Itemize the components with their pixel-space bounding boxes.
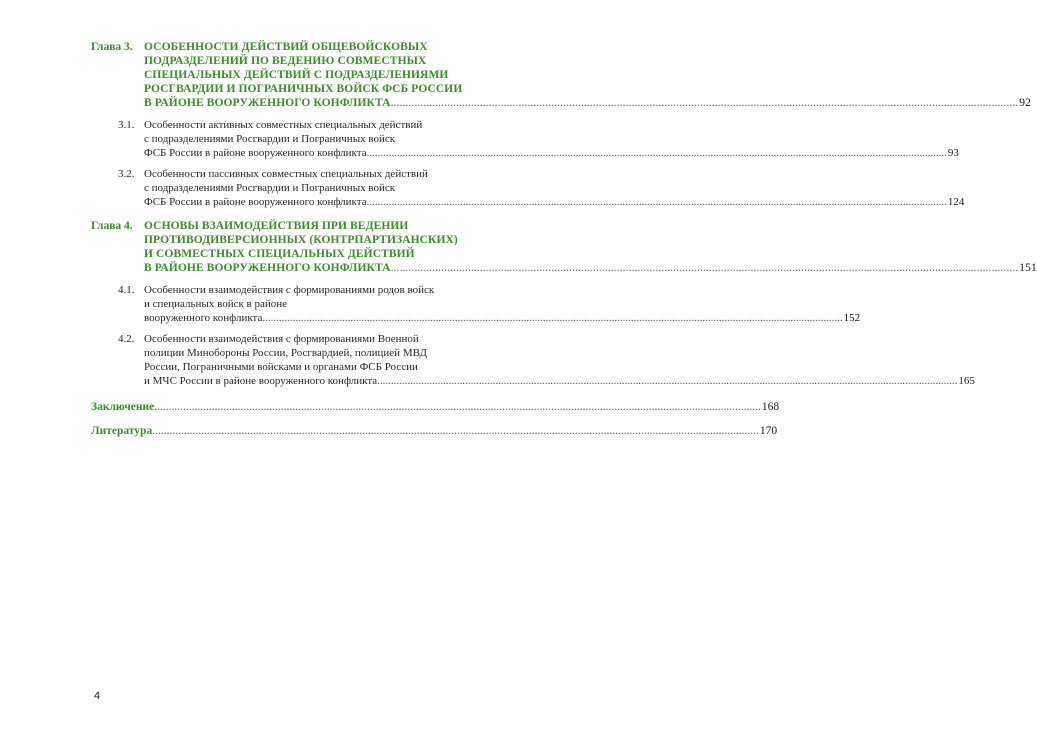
dot-leader — [391, 261, 1019, 275]
page-ref: 165 — [958, 375, 975, 387]
section-number: 3.2. — [118, 168, 135, 180]
chapter-title-line: ПРОТИВОДИВЕРСИОННЫХ (КОНТРПАРТИЗАНСКИХ) — [144, 234, 458, 246]
chapter-label: Глава 3. — [91, 41, 133, 53]
section-title — [144, 118, 959, 160]
chapter-title — [144, 40, 1031, 110]
dot-leader — [367, 195, 947, 209]
section-title-last-line — [144, 311, 860, 325]
dot-leader — [152, 424, 759, 438]
page-ref: 170 — [759, 425, 778, 437]
chapter-label: Глава 4. — [91, 220, 133, 232]
toc-chapter-3 — [91, 40, 1031, 110]
section-number: 3.1. — [118, 119, 135, 131]
dot-leader — [262, 311, 842, 325]
literature-title: Литература — [91, 425, 153, 437]
chapter-title-line: В РАЙОНЕ ВООРУЖЕННОГО КОНФЛИКТА — [144, 97, 391, 109]
section-title-line: Особенности взаимодействия с формированиями Военной — [144, 333, 419, 345]
chapter-title — [144, 219, 1037, 275]
chapter-title-line: ПОДРАЗДЕЛЕНИЙ ПО ВЕДЕНИЮ СОВМЕСТНЫХ — [144, 55, 427, 67]
page-ref: 92 — [1019, 97, 1031, 109]
dot-leader — [154, 400, 761, 414]
page-number: 4 — [94, 690, 101, 702]
chapter-title-line: И СОВМЕСТНЫХ СПЕЦИАЛЬНЫХ ДЕЙСТВИЙ — [144, 248, 415, 260]
section-title-line: полиции Минобороны России, Росгвардией, полицией МВД — [144, 347, 428, 359]
table-of-contents — [91, 40, 1037, 448]
chapter-title-last-line — [144, 261, 1037, 275]
section-title-line: ФСБ России в районе вооруженного конфликта — [144, 196, 367, 208]
dot-leader — [391, 96, 1019, 110]
conclusion-title: Заключение — [91, 401, 155, 413]
section-title-line: с подразделениями Росгвардии и Пограничных войск — [144, 182, 396, 194]
section-title-line: Особенности взаимодействия с формированиями родов войск — [144, 284, 435, 296]
section-number: 4.2. — [118, 333, 135, 345]
toc-chapter-4 — [91, 219, 1037, 275]
page-ref: 124 — [947, 196, 965, 208]
chapter-title-line: СПЕЦИАЛЬНЫХ ДЕЙСТВИЙ С ПОДРАЗДЕЛЕНИЯМИ — [144, 69, 449, 81]
section-title-line: вооруженного конфликта — [144, 312, 263, 324]
toc-section-4-2 — [118, 332, 975, 388]
toc-section-3-2 — [118, 167, 965, 209]
dot-leader — [377, 374, 957, 388]
section-title-last-line — [144, 195, 964, 209]
chapter-title-line: ОСНОВЫ ВЗАИМОДЕЙСТВИЯ ПРИ ВЕДЕНИИ — [144, 220, 409, 232]
section-title-line: и специальных войск в районе — [144, 298, 288, 310]
section-title — [144, 167, 964, 209]
toc-section-3-1 — [118, 118, 959, 160]
section-title-last-line — [144, 146, 959, 160]
section-title-line: с подразделениями Росгвардии и Пограничных войск — [144, 133, 396, 145]
section-title-line: Особенности активных совместных специальных действий — [144, 119, 423, 131]
page-ref: 168 — [761, 401, 780, 413]
toc-literature — [91, 424, 778, 438]
chapter-title-line: В РАЙОНЕ ВООРУЖЕННОГО КОНФЛИКТА — [144, 262, 391, 274]
section-title-line: Особенности пассивных совместных специальных действий — [144, 168, 428, 180]
page-ref: 93 — [947, 147, 959, 159]
page-ref: 152 — [843, 312, 861, 324]
section-title — [144, 332, 975, 388]
section-title-line: ФСБ России в районе вооруженного конфликта — [144, 147, 367, 159]
chapter-title-line: РОСГВАРДИИ И ПОГРАНИЧНЫХ ВОЙСК ФСБ РОССИИ — [144, 83, 463, 95]
section-number: 4.1. — [118, 284, 135, 296]
dot-leader — [367, 146, 947, 160]
toc-conclusion — [91, 400, 780, 414]
section-title-line: и МЧС России в районе вооруженного конфликта — [144, 375, 378, 387]
section-title-line: России, Пограничными войсками и органами ФСБ России — [144, 361, 418, 373]
page-ref: 151 — [1019, 262, 1037, 274]
toc-section-4-1 — [118, 283, 861, 325]
section-title-last-line — [144, 374, 975, 388]
section-title — [144, 283, 860, 325]
chapter-title-last-line — [144, 96, 1031, 110]
chapter-title-line: ОСОБЕННОСТИ ДЕЙСТВИЙ ОБЩЕВОЙСКОВЫХ — [144, 41, 428, 53]
